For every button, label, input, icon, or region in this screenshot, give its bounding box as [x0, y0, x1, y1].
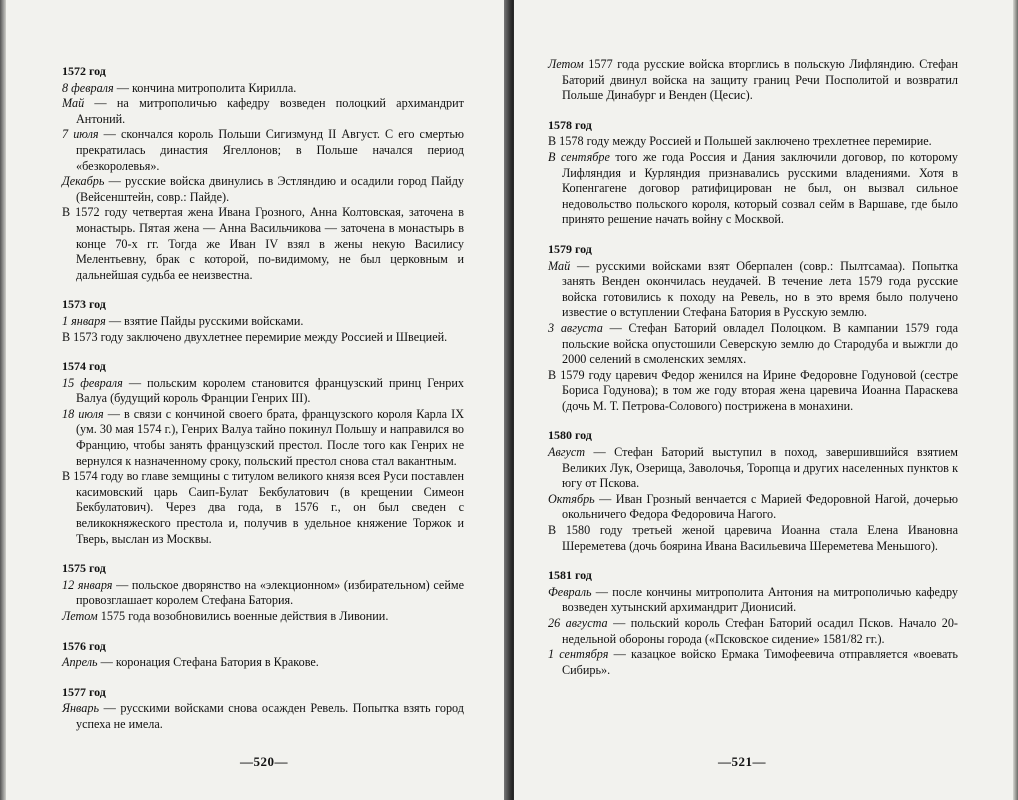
entry-text: — казацкое войско Ермака Тимофеевича отправляется «воевать Сибирь». — [562, 647, 958, 677]
entry-text: — на митрополичью кафедру возведен полоцкий архимандрит Антоний. — [76, 96, 464, 126]
entry-text: — кончина митрополита Кирилла. — [113, 80, 297, 95]
chronicle-entry — [62, 81, 464, 97]
entry-date: 1 января — [62, 313, 106, 328]
entry-date: Август — [548, 445, 586, 460]
entry-text: того же года Россия и Дания заключили договор, по которому Лифляндия и Курляндия признавались русскими владениями. Хотя в Копенгагене договор ратифицирован не был, он вызвал сильное недовольство польского короля, который созвал сейм в Варшаве, где было принято решение начать войну с Москвой. — [562, 149, 958, 227]
year-section — [548, 57, 958, 104]
entry-text: — после кончины митрополита Антония на митрополичью кафедру возведен хутынский архимандрит Дионисий. — [562, 584, 958, 615]
chronicle-entry — [548, 585, 958, 616]
entry-text: В 1574 году во главе земщины с титулом великого князя всея Руси поставлен касимовский царь Саип-Булат Бекбулатович (в крещении Симеон Бекбулатович). Через два года, в 1576 г., он был сведен с великокняжеского престола и, получив в удельное княжение Торжок и Тверь, выслан из Москвы. — [62, 469, 464, 546]
year-heading: 1577 год — [62, 684, 106, 699]
year-section — [548, 118, 958, 228]
entry-text: — Стефан Баторий овладел Полоцком. В кампании 1579 года польские войска опустошили Северскую землю до Стародуба и выжгли до 2000 селений в смоленских землях. — [562, 320, 958, 367]
year-heading: 1579 год — [548, 241, 592, 256]
chronicle-entry — [548, 492, 958, 523]
left-page-edge — [0, 0, 6, 800]
entry-date: Май — [548, 258, 571, 273]
chronicle-entry — [548, 445, 958, 492]
right-column — [548, 57, 958, 678]
year-section — [62, 64, 464, 283]
year-section — [62, 639, 464, 671]
entry-text: — Стефан Баторий выступил в поход, завершившийся взятием Великих Лук, Озерища, Заволочья, Торопца и других населенных пунктов к югу от Пскова. — [562, 445, 958, 491]
entry-text: 1577 года русские войска вторглись в польскую Лифляндию. Стефан Баторий двинул войска на защиту границ Речи Посполитой и возвратил Польше Динабург и Венден (Цесис). — [562, 57, 958, 103]
entry-date: 3 августа — [548, 320, 603, 335]
chronicle-entry — [548, 134, 958, 150]
chronicle-entry — [548, 616, 958, 647]
chronicle-entry — [62, 205, 464, 283]
entry-date: Декабрь — [62, 174, 105, 189]
chronicle-entry — [548, 647, 958, 678]
year-heading: 1575 год — [62, 561, 106, 576]
entry-date: Октябрь — [548, 491, 595, 506]
entry-date: В сентябре — [548, 149, 610, 164]
right-page — [514, 0, 1018, 800]
entry-text: — в связи с кончиной своего брата, французского короля Карла IX (ум. 30 мая 1574 г.), Генрих Валуа тайно покинул Польшу и направился во Францию, чтобы занять французский престол. После того как Генрих не вернулся к назначенному сроку, польский престол снова стал вакантным. — [76, 406, 464, 468]
chronicle-entry — [548, 523, 958, 554]
chronicle-entry — [62, 330, 464, 346]
entry-text: — русскими войсками снова осажден Ревель. Попытка взять город успеха не имела. — [76, 701, 464, 731]
entry-date: 8 февраля — [62, 80, 114, 95]
entry-text: — скончался король Польши Сигизмунд II Август. С его смертью прекратилась династия Ягеллонов; в Польше начался период «безкоролевья». — [76, 127, 464, 173]
entry-text: — польский король Стефан Баторий осадил Псков. Начало 20-недельной обороны города («Псковское сидение» 1581/82 гг.). — [562, 616, 958, 646]
year-heading: 1574 год — [62, 359, 106, 374]
entry-date: 12 января — [62, 577, 113, 592]
chronicle-entry — [62, 578, 464, 609]
entry-date: Летом — [62, 609, 98, 623]
chronicle-entry — [548, 150, 958, 228]
entry-text: — польским королем становится французский принц Генрих Валуа (будущий король Франции Генрих III). — [76, 375, 464, 406]
page-number-left: —520— — [240, 754, 288, 769]
year-heading: 1581 год — [548, 568, 592, 583]
chronicle-entry — [62, 469, 464, 547]
year-section — [62, 685, 464, 733]
entry-text: — русскими войсками взят Оберпален (совр.: Пылтсамаа). Попытка занять Венден окончилась неудачей. В течение лета 1579 года русские войска готовились к походу на Ревель, но в это время было получено известие о вступлении Стефана Батория в Русскую землю. — [562, 258, 958, 320]
entry-date: 18 июля — [62, 406, 104, 421]
entry-text: В 1580 году третьей женой царевича Иоанна стала Елена Ивановна Шереметева (дочь боярина Ивана Васильевича Шереметева Меньшого). — [548, 523, 958, 553]
chronicle-entry — [548, 57, 958, 104]
year-section — [62, 359, 464, 547]
chronicle-entry — [62, 376, 464, 407]
year-heading: 1576 год — [62, 638, 106, 653]
chronicle-entry — [62, 314, 464, 330]
year-section — [62, 561, 464, 624]
chronicle-entry — [62, 174, 464, 205]
year-heading: 1572 год — [62, 64, 106, 78]
entry-date: Апрель — [62, 655, 98, 670]
entry-text: — русские войска двинулись в Эстляндию и осадили город Пайду (Вейсенштейн, совр.: Пайде). — [76, 174, 464, 204]
entry-date: 26 августа — [548, 616, 608, 630]
year-heading: 1580 год — [548, 428, 592, 443]
entry-text: 1575 года возобновились военные действия в Ливонии. — [97, 609, 389, 623]
chronicle-entry — [548, 321, 958, 368]
entry-date: Летом — [548, 57, 584, 71]
year-section — [548, 428, 958, 554]
entry-text: В 1578 году между Россией и Польшей заключено трехлетнее перемирие. — [548, 134, 932, 149]
entry-date: 1 сентября — [548, 647, 609, 662]
year-heading: 1573 год — [62, 297, 106, 312]
entry-date: 7 июля — [62, 127, 99, 142]
entry-text: — польское дворянство на «элекционном» (избирательном) сейме провозглашает королем Стефана Батория. — [76, 577, 464, 608]
chronicle-entry — [548, 368, 958, 415]
year-heading: 1578 год — [548, 117, 592, 132]
chronicle-entry — [62, 701, 464, 732]
entry-text: — Иван Грозный венчается с Марией Федоровной Нагой, дочерью окольничего Федора Федоровича Нагого. — [562, 491, 958, 522]
entry-text: — коронация Стефана Батория в Кракове. — [97, 655, 319, 670]
chronicle-entry — [62, 127, 464, 174]
entry-date: Февраль — [548, 584, 592, 599]
chronicle-entry — [62, 407, 464, 469]
entry-text: В 1579 году царевич Федор женился на Ирине Федоровне Годуновой (сестре Бориса Годунова); в том же году вторая жена царевича Иоанна Параскева (дочь М. Т. Петрова-Солового) пострижена в монахини. — [548, 367, 958, 413]
entry-text: В 1573 году заключено двухлетнее перемирие между Россией и Швецией. — [62, 329, 448, 344]
entry-date: Май — [62, 96, 85, 111]
year-section — [62, 297, 464, 345]
entry-date: 15 февраля — [62, 375, 123, 390]
chronicle-entry — [548, 259, 958, 321]
left-column — [62, 64, 464, 733]
year-section — [548, 568, 958, 678]
entry-text: — взятие Пайды русскими войсками. — [105, 313, 304, 328]
chronicle-entry — [62, 96, 464, 127]
year-section — [548, 242, 958, 415]
page-number-right: —521— — [718, 754, 766, 769]
entry-text: В 1572 году четвертая жена Ивана Грозного, Анна Колтовская, заточена в монастырь. Пятая жена — Анна Васильчикова — заточена в монастырь в конце 70-х гг. Тогда же Иван IV взял в жены некую Василису Мелентьевну, брак с которой, по-видимому, не был церковным и дальнейшая судьба ее неизвестна. — [62, 205, 464, 282]
chronicle-entry — [62, 609, 464, 625]
left-page — [0, 0, 508, 800]
chronicle-entry — [62, 655, 464, 671]
entry-date: Январь — [62, 701, 99, 716]
right-page-edge — [1013, 0, 1018, 800]
